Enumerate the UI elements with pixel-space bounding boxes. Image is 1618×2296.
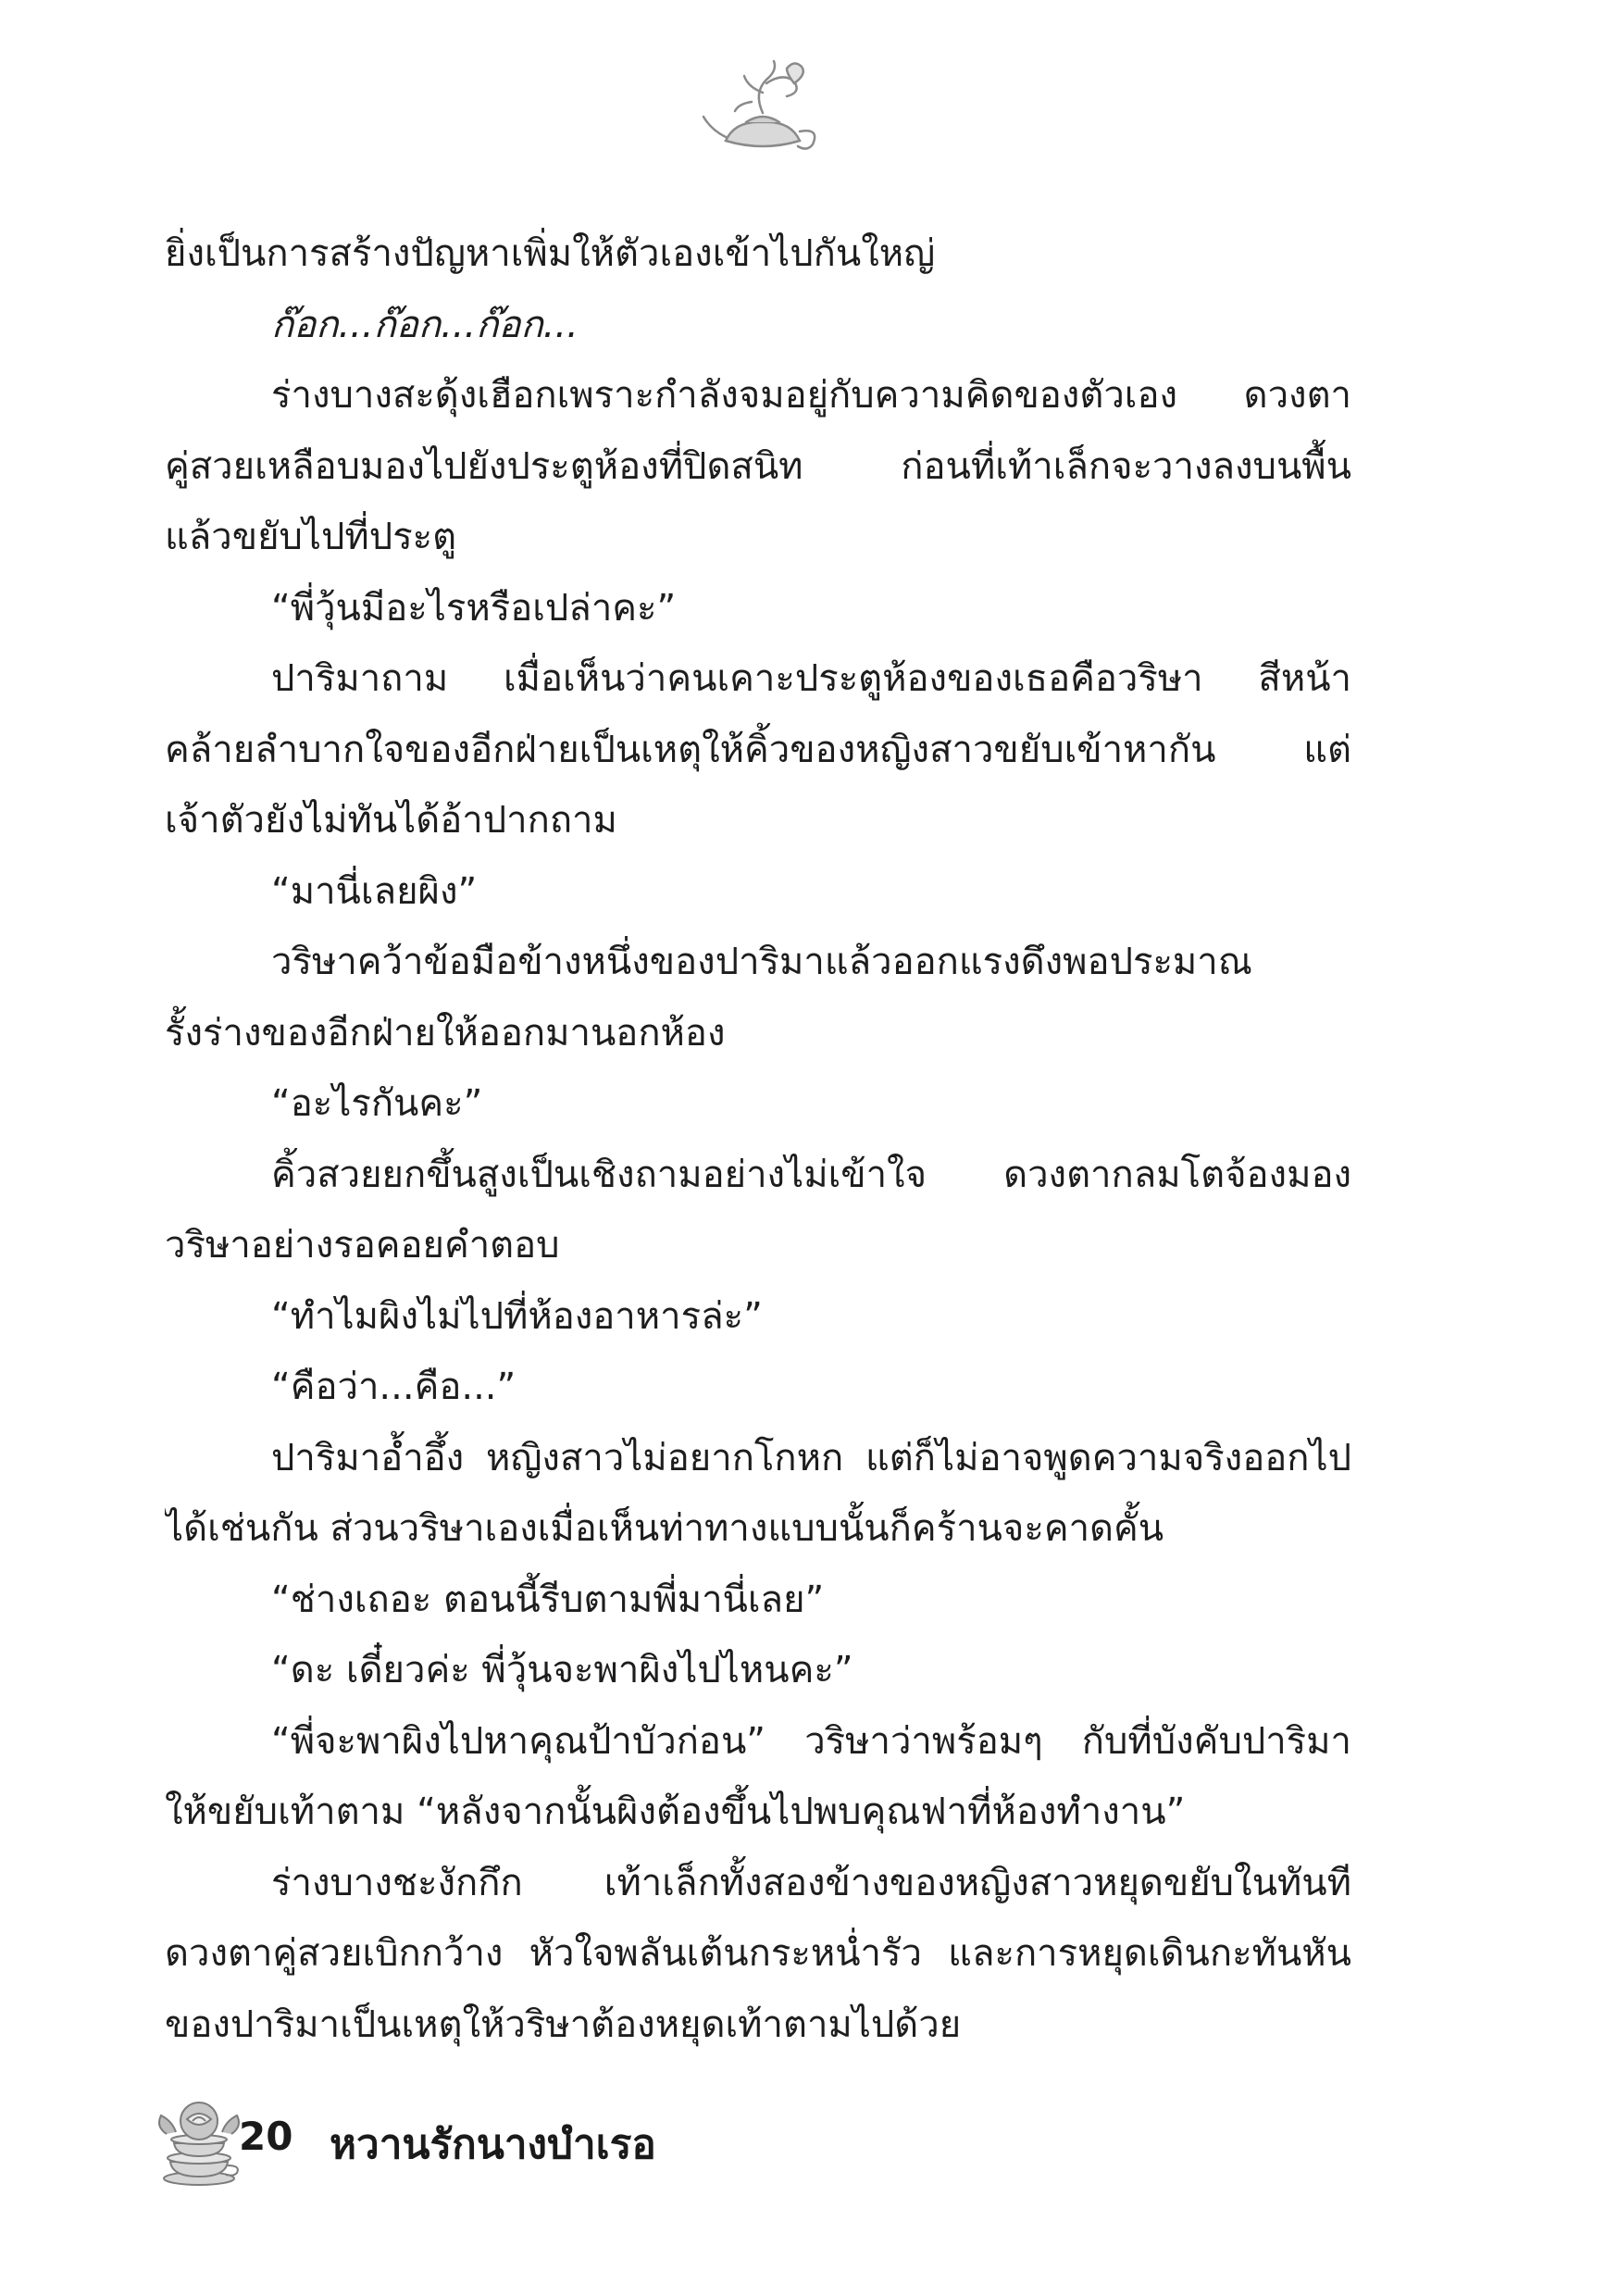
text-line-dialogue: “ทำไมผิงไม่ไปที่ห้องอาหารล่ะ” — [271, 1294, 763, 1338]
page-footer — [139, 2088, 879, 2190]
fairy-teapot-ornament-icon — [698, 56, 828, 167]
text-line: เจ้าตัวยังไม่ทันได้อ้าปากถาม — [165, 799, 617, 842]
text-line: ให้ขยับเท้าตาม “หลังจากนั้นผิงต้องขึ้นไปพบคุณฟาที่ห้องทำงาน” — [165, 1791, 1186, 1833]
text-line-dialogue: “พี่วุ้นมีอะไรหรือเปล่าคะ” — [271, 586, 677, 630]
teacup-rose-icon — [148, 2088, 250, 2190]
text-line: วริษาคว้าข้อมือข้างหนึ่งของปาริมาแล้วออกแรงดึงพอประมาณ — [271, 941, 1252, 983]
text-line-dialogue: “คือว่า...คือ...” — [271, 1366, 517, 1408]
book-title: หวานรักนางบำเรอ — [330, 2121, 656, 2168]
page-number: 20 — [239, 2114, 293, 2159]
text-line: วริษาอย่างรอคอยคำตอบ — [165, 1224, 560, 1267]
text-line-dialogue: “มานี่เลยผิง” — [271, 869, 478, 913]
text-line: ร่างบางสะดุ้งเฮือกเพราะกำลังจมอยู่กับความคิดของตัวเอง ดวงตา — [271, 374, 1351, 417]
text-line: คล้ายลำบากใจของอีกฝ่ายเป็นเหตุให้คิ้วของหญิงสาวขยับเข้าหากัน แต่ — [165, 728, 1351, 771]
text-line: ของปาริมาเป็นเหตุให้วริษาต้องหยุดเท้าตามไปด้วย — [165, 2003, 962, 2046]
text-line: แล้วขยับไปที่ประตู — [165, 516, 457, 558]
text-line: “พี่จะพาผิงไปหาคุณป้าบัวก่อน” วริษาว่าพร้อมๆ กับที่บังคับปาริมา — [271, 1719, 1351, 1763]
story-text — [165, 218, 1351, 2060]
text-line-dialogue: “ช่างเถอะ ตอนนี้รีบตามพี่มานี่เลย” — [271, 1578, 825, 1621]
text-line: คิ้วสวยยกขึ้นสูงเป็นเชิงถามอย่างไม่เข้าใจ ดวงตากลมโตจ้องมอง — [271, 1153, 1351, 1196]
text-line: ร่างบางชะงักกึก เท้าเล็กทั้งสองข้างของหญิงสาวหยุดขยับในทันที — [271, 1861, 1351, 1904]
text-line: ได้เช่นกัน ส่วนวริษาเองเมื่อเห็นท่าทางแบบนั้นก็คร้านจะคาดคั้น — [165, 1507, 1164, 1550]
text-line: รั้งร่างของอีกฝ่ายให้ออกมานอกห้อง — [165, 1011, 726, 1054]
text-line: คู่สวยเหลือบมองไปยังประตูห้องที่ปิดสนิท ก่อนที่เท้าเล็กจะวางลงบนพื้น — [165, 444, 1351, 488]
text-line-sound-effect: ก๊อก...ก๊อก...ก๊อก... — [271, 303, 579, 346]
text-line-dialogue: “ดะ เดี๋ยวค่ะ พี่วุ้นจะพาผิงไปไหนคะ” — [271, 1649, 853, 1691]
text-line: ดวงตาคู่สวยเบิกกว้าง หัวใจพลันเต้นกระหน่ำรัว และการหยุดเดินกะทันหัน — [165, 1932, 1351, 1975]
text-line: ปาริมาอ้ำอึ้ง หญิงสาวไม่อยากโกหก แต่ก็ไม่อาจพูดความจริงออกไป — [271, 1436, 1351, 1479]
text-line-dialogue: “อะไรกันคะ” — [271, 1082, 483, 1125]
text-line: ยิ่งเป็นการสร้างปัญหาเพิ่มให้ตัวเองเข้าไปกันใหญ่ — [165, 232, 936, 275]
text-line: ปาริมาถาม เมื่อเห็นว่าคนเคาะประตูห้องของเธอคือวริษา สีหน้า — [271, 657, 1351, 700]
